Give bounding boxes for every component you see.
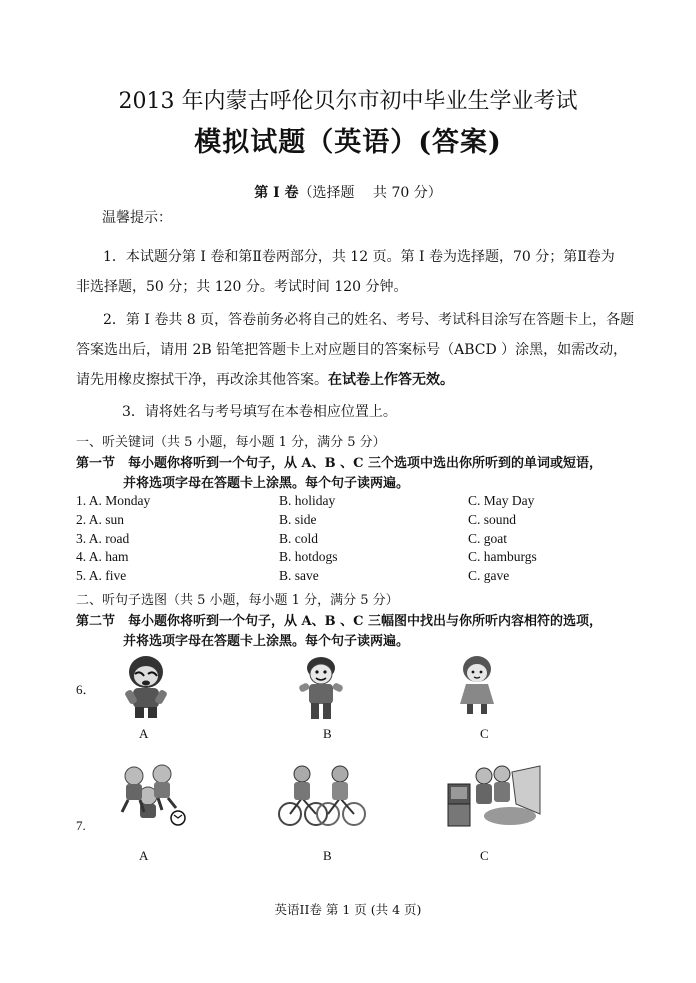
question-6-number: 6． xyxy=(76,682,96,697)
tip-2-line-2: 答案选出后，请用 2B 铅笔把答题卡上对应题目的答案标号（ABCD ）涂黑，如需改动， xyxy=(76,342,628,358)
shy-girl-image xyxy=(452,654,502,716)
q2-option-b: B. side xyxy=(279,512,317,527)
kids-riding-bikes-image xyxy=(272,764,368,828)
section-heading-detail: （选择题 共 70 分） xyxy=(298,185,442,201)
part-1-heading: 一、听关键词（共 5 小题，每小题 1 分，满分 5 分） xyxy=(76,435,386,450)
q5-option-a: 5. A. five xyxy=(76,568,127,583)
q3-option-c: C. goat xyxy=(468,531,507,546)
section-heading xyxy=(0,182,696,202)
q5-option-b: B. save xyxy=(279,568,319,583)
q4-option-b: B. hotdogs xyxy=(279,549,338,564)
part-1-instruction-1: 第一节 每小题你将听到一个句子，从 A、B 、C 三个选项中选出你所听到的单词或短语， xyxy=(76,456,602,471)
q1-option-b: B. holiday xyxy=(279,493,336,508)
tip-2-line-3-text: 请先用橡皮擦拭干净，再改涂其他答案。 xyxy=(76,372,328,388)
q7-label-b: B xyxy=(323,848,332,863)
q6-label-a: A xyxy=(139,726,149,741)
section-heading-bold: 第 I 卷 xyxy=(254,185,299,201)
page-footer: 英语II卷 第 1 页 (共 4 页) xyxy=(274,902,422,917)
q6-label-b: B xyxy=(323,726,332,741)
q2-option-c: C. sound xyxy=(468,512,517,527)
q1-option-c: C. May Day xyxy=(468,493,535,508)
q5-option-c: C. gave xyxy=(468,568,510,583)
part-2-instruction-1: 第二节 每小题你将听到一个句子，从 A、B 、C 三幅图中找出与你所听内容相符的选项， xyxy=(76,614,602,629)
tip-2-line-1: 2．第 I 卷共 8 页，答卷前务必将自己的姓名、考号、考试科目涂写在答题卡上，各题 xyxy=(103,312,635,328)
exam-title: 2013 年内蒙古呼伦贝尔市初中毕业生学业考试 xyxy=(118,89,578,114)
exam-subtitle: 模拟试题（英语）(答案) xyxy=(194,127,502,158)
kids-watching-tv-image xyxy=(446,764,542,830)
q6-label-c: C xyxy=(480,726,489,741)
q7-label-a: A xyxy=(139,848,149,863)
q1-option-a: 1. A. Monday xyxy=(76,493,151,508)
question-7-number: 7. xyxy=(76,818,86,833)
part-1-instruction-2: 并将选项字母在答题卡上涂黑。每个句子读两遍。 xyxy=(123,476,410,491)
tip-1-line-1: 1．本试题分第 I 卷和第Ⅱ卷两部分，共 12 页。第 I 卷为选择题，70 分；第Ⅱ卷为 xyxy=(103,249,615,265)
q4-option-a: 4. A. ham xyxy=(76,549,129,564)
kids-playing-football-image xyxy=(112,762,192,830)
tip-2-line-3 xyxy=(76,365,454,395)
part-2-instruction-2: 并将选项字母在答题卡上涂黑。每个句子读两遍。 xyxy=(123,634,410,649)
crying-child-image xyxy=(117,652,175,720)
q2-option-a: 2. A. sun xyxy=(76,512,125,527)
q7-label-c: C xyxy=(480,848,489,863)
tip-3: 3．请将姓名与考号填写在本卷相应位置上。 xyxy=(122,404,397,420)
q3-option-b: B. cold xyxy=(279,531,318,546)
tips-label: 温馨提示： xyxy=(102,210,172,226)
happy-boy-image xyxy=(295,654,347,722)
part-2-heading: 二、听句子选图（共 5 小题，每小题 1 分，满分 5 分） xyxy=(76,593,399,608)
tip-2-warning: 在试卷上作答无效。 xyxy=(328,372,454,388)
q3-option-a: 3. A. road xyxy=(76,531,130,546)
tip-1-line-2: 非选择题，50 分；共 120 分。考试时间 120 分钟。 xyxy=(76,279,408,295)
q4-option-c: C. hamburgs xyxy=(468,549,537,564)
